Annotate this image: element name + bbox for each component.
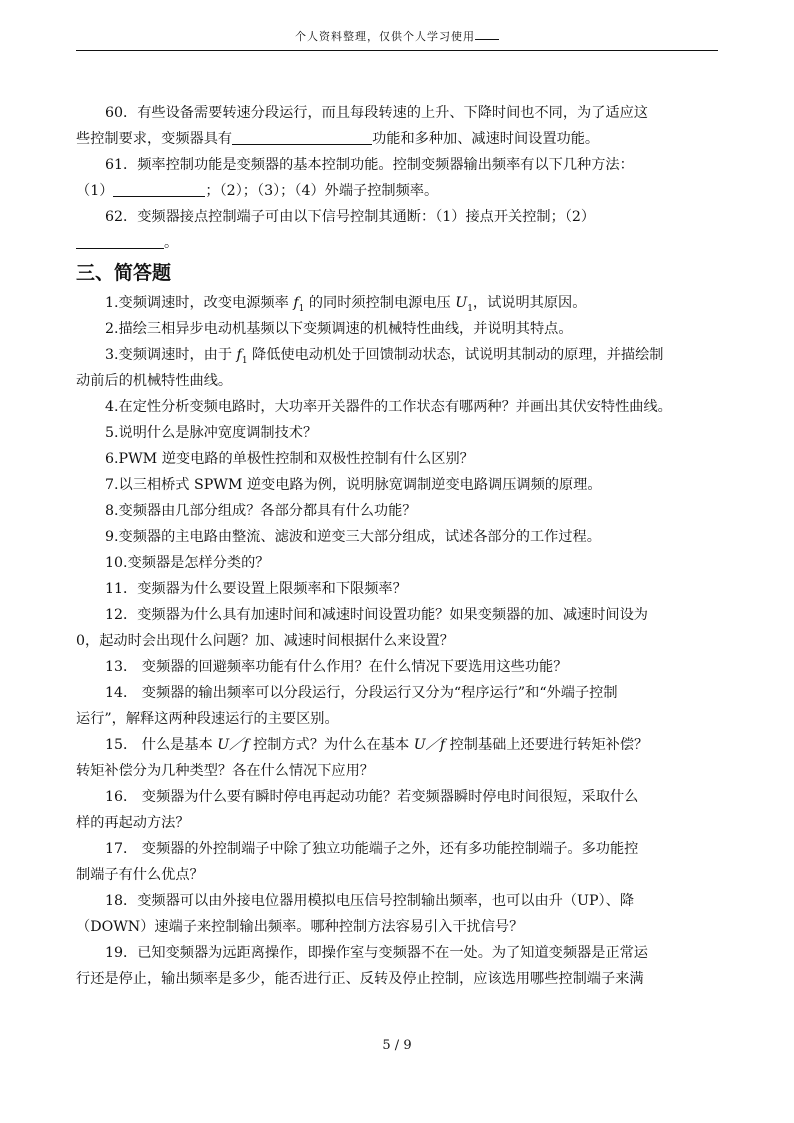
question-7: 7.以三相桥式 SPWM 逆变电路为例，说明脉宽调制逆变电路调压调频的原理。: [105, 477, 602, 493]
q62-blank[interactable]: [76, 231, 164, 249]
question-14-cont: 运行”，解释这两种段速运行的主要区别。: [76, 711, 339, 727]
q62-text: 。: [164, 235, 179, 251]
q3-f-subscript: 1: [241, 355, 248, 366]
q1-text-c: ，试说明其原因。: [472, 295, 587, 311]
q1-f-symbol: f: [293, 295, 299, 311]
header-rule: [76, 50, 718, 51]
question-5: 5.说明什么是脉冲宽度调制技术？: [105, 425, 318, 441]
q62-line2: [76, 230, 736, 256]
q1-text-b: 的同时须控制电源电压: [304, 295, 456, 311]
q3-f-symbol: f: [236, 347, 242, 363]
question-6: 6.PWM 逆变电路的单极性控制和双极性控制有什么区别？: [105, 451, 474, 467]
q15-uf-symbol-2: U／f: [413, 737, 446, 753]
question-17-cont: 制端子有什么优点？: [76, 867, 204, 883]
q61-line1: 61．频率控制功能是变频器的基本控制功能。控制变频器输出频率有以下几种方法：: [105, 157, 634, 173]
question-11: 11．变频器为什么要设置上限频率和下限频率？: [105, 581, 407, 597]
q61-line2: [76, 178, 736, 204]
q62-line1: 62．变频器接点控制端子可由以下信号控制其通断：（1）接点开关控制；（2）: [105, 209, 596, 225]
question-10: 10.变频器是怎样分类的？: [105, 555, 270, 571]
question-13: 13． 变频器的回避频率功能有什么作用？在什么情况下要选用这些功能？: [105, 659, 568, 675]
q60-text-b: 功能和多种加、减速时间设置功能。: [372, 131, 600, 147]
q15-uf-symbol: U／f: [217, 737, 249, 753]
question-15: [76, 732, 736, 758]
question-3: [76, 342, 736, 368]
question-9: 9.变频器的主电路由整流、滤波和逆变三大部分组成，试述各部分的工作过程。: [105, 529, 601, 545]
header-underline: [475, 29, 499, 40]
page-header: [0, 28, 794, 44]
q61-text-a: （1）: [76, 183, 114, 199]
question-12: 12．变频器为什么具有加速时间和减速时间设置功能？如果变频器的加、减速时间设为: [105, 607, 648, 623]
question-15-cont: 转矩补偿分为几种类型？各在什么情况下应用？: [76, 763, 374, 779]
q60-line2: [76, 126, 736, 152]
question-18: 18．变频器可以由外接电位器用模拟电压信号控制输出频率，也可以由升（UP）、降: [105, 893, 635, 909]
q61-text-b: ；（2）；（3）；（4）外端子控制频率。: [205, 183, 439, 199]
q3-text-a: 3.变频调速时，由于: [105, 347, 237, 363]
question-16-cont: 样的再起动方法？: [76, 815, 190, 831]
question-2: 2.描绘三相异步电动机基频以下变频调速的机械特性曲线，并说明其特点。: [105, 321, 573, 337]
header-text: 个人资料整理，仅供个人学习使用: [295, 30, 475, 43]
question-8: 8.变频器由几部分组成？各部分都具有什么功能？: [105, 503, 417, 519]
q15-text-a: 15． 什么是基本: [105, 737, 218, 753]
q61-blank[interactable]: [113, 179, 205, 197]
q1-u-symbol: U: [455, 295, 468, 311]
question-18-cont: （DOWN）速端子来控制输出频率。哪种控制方法容易引入干扰信号？: [76, 919, 524, 935]
page-number: 5 / 9: [382, 1038, 412, 1053]
section-title: 三、简答题: [76, 262, 172, 284]
q1-f-subscript: 1: [298, 303, 305, 314]
q3-text-b: 降低使电动机处于回馈制动状态，试说明其制动的原理，并描绘制: [247, 347, 664, 363]
q15-text-c: 控制基础上还要进行转矩补偿？: [445, 737, 649, 753]
q1-text-a: 1.变频调速时，改变电源频率: [105, 295, 294, 311]
question-14: 14． 变频器的输出频率可以分段运行，分段运行又分为“程序运行”和“外端子控制: [105, 685, 618, 701]
question-4: 4.在定性分析变频电路时，大功率开关器件的工作状态有哪两种？并画出其伏安特性曲线。: [105, 399, 672, 415]
question-3-cont: 动前后的机械特性曲线。: [76, 373, 233, 389]
question-12-cont: 0，起动时会出现什么问题？加、减速时间根据什么来设置？: [76, 633, 454, 649]
q60-text-a: 些控制要求，变频器具有: [76, 131, 233, 147]
q60-line1: 60．有些设备需要转速分段运行，而且每段转速的上升、下降时间也不同，为了适应这: [105, 105, 648, 121]
page-content: [76, 100, 736, 992]
q60-blank[interactable]: [232, 127, 372, 145]
q1-u-subscript: 1: [467, 303, 473, 314]
question-1: [76, 290, 736, 316]
question-16: 16． 变频器为什么要有瞬时停电再起动功能？若变频器瞬时停电时间很短，采取什么: [105, 789, 639, 805]
question-19-cont: 行还是停止，输出频率是多少，能否进行正、反转及停止控制，应该选用哪些控制端子来满: [76, 971, 644, 987]
question-19: 19．已知变频器为远距离操作，即操作室与变频器不在一处。为了知道变频器是正常运: [105, 945, 648, 961]
q15-text-b: 控制方式？为什么在基本: [248, 737, 414, 753]
question-17: 17． 变频器的外控制端子中除了独立功能端子之外，还有多功能控制端子。多功能控: [105, 841, 639, 857]
